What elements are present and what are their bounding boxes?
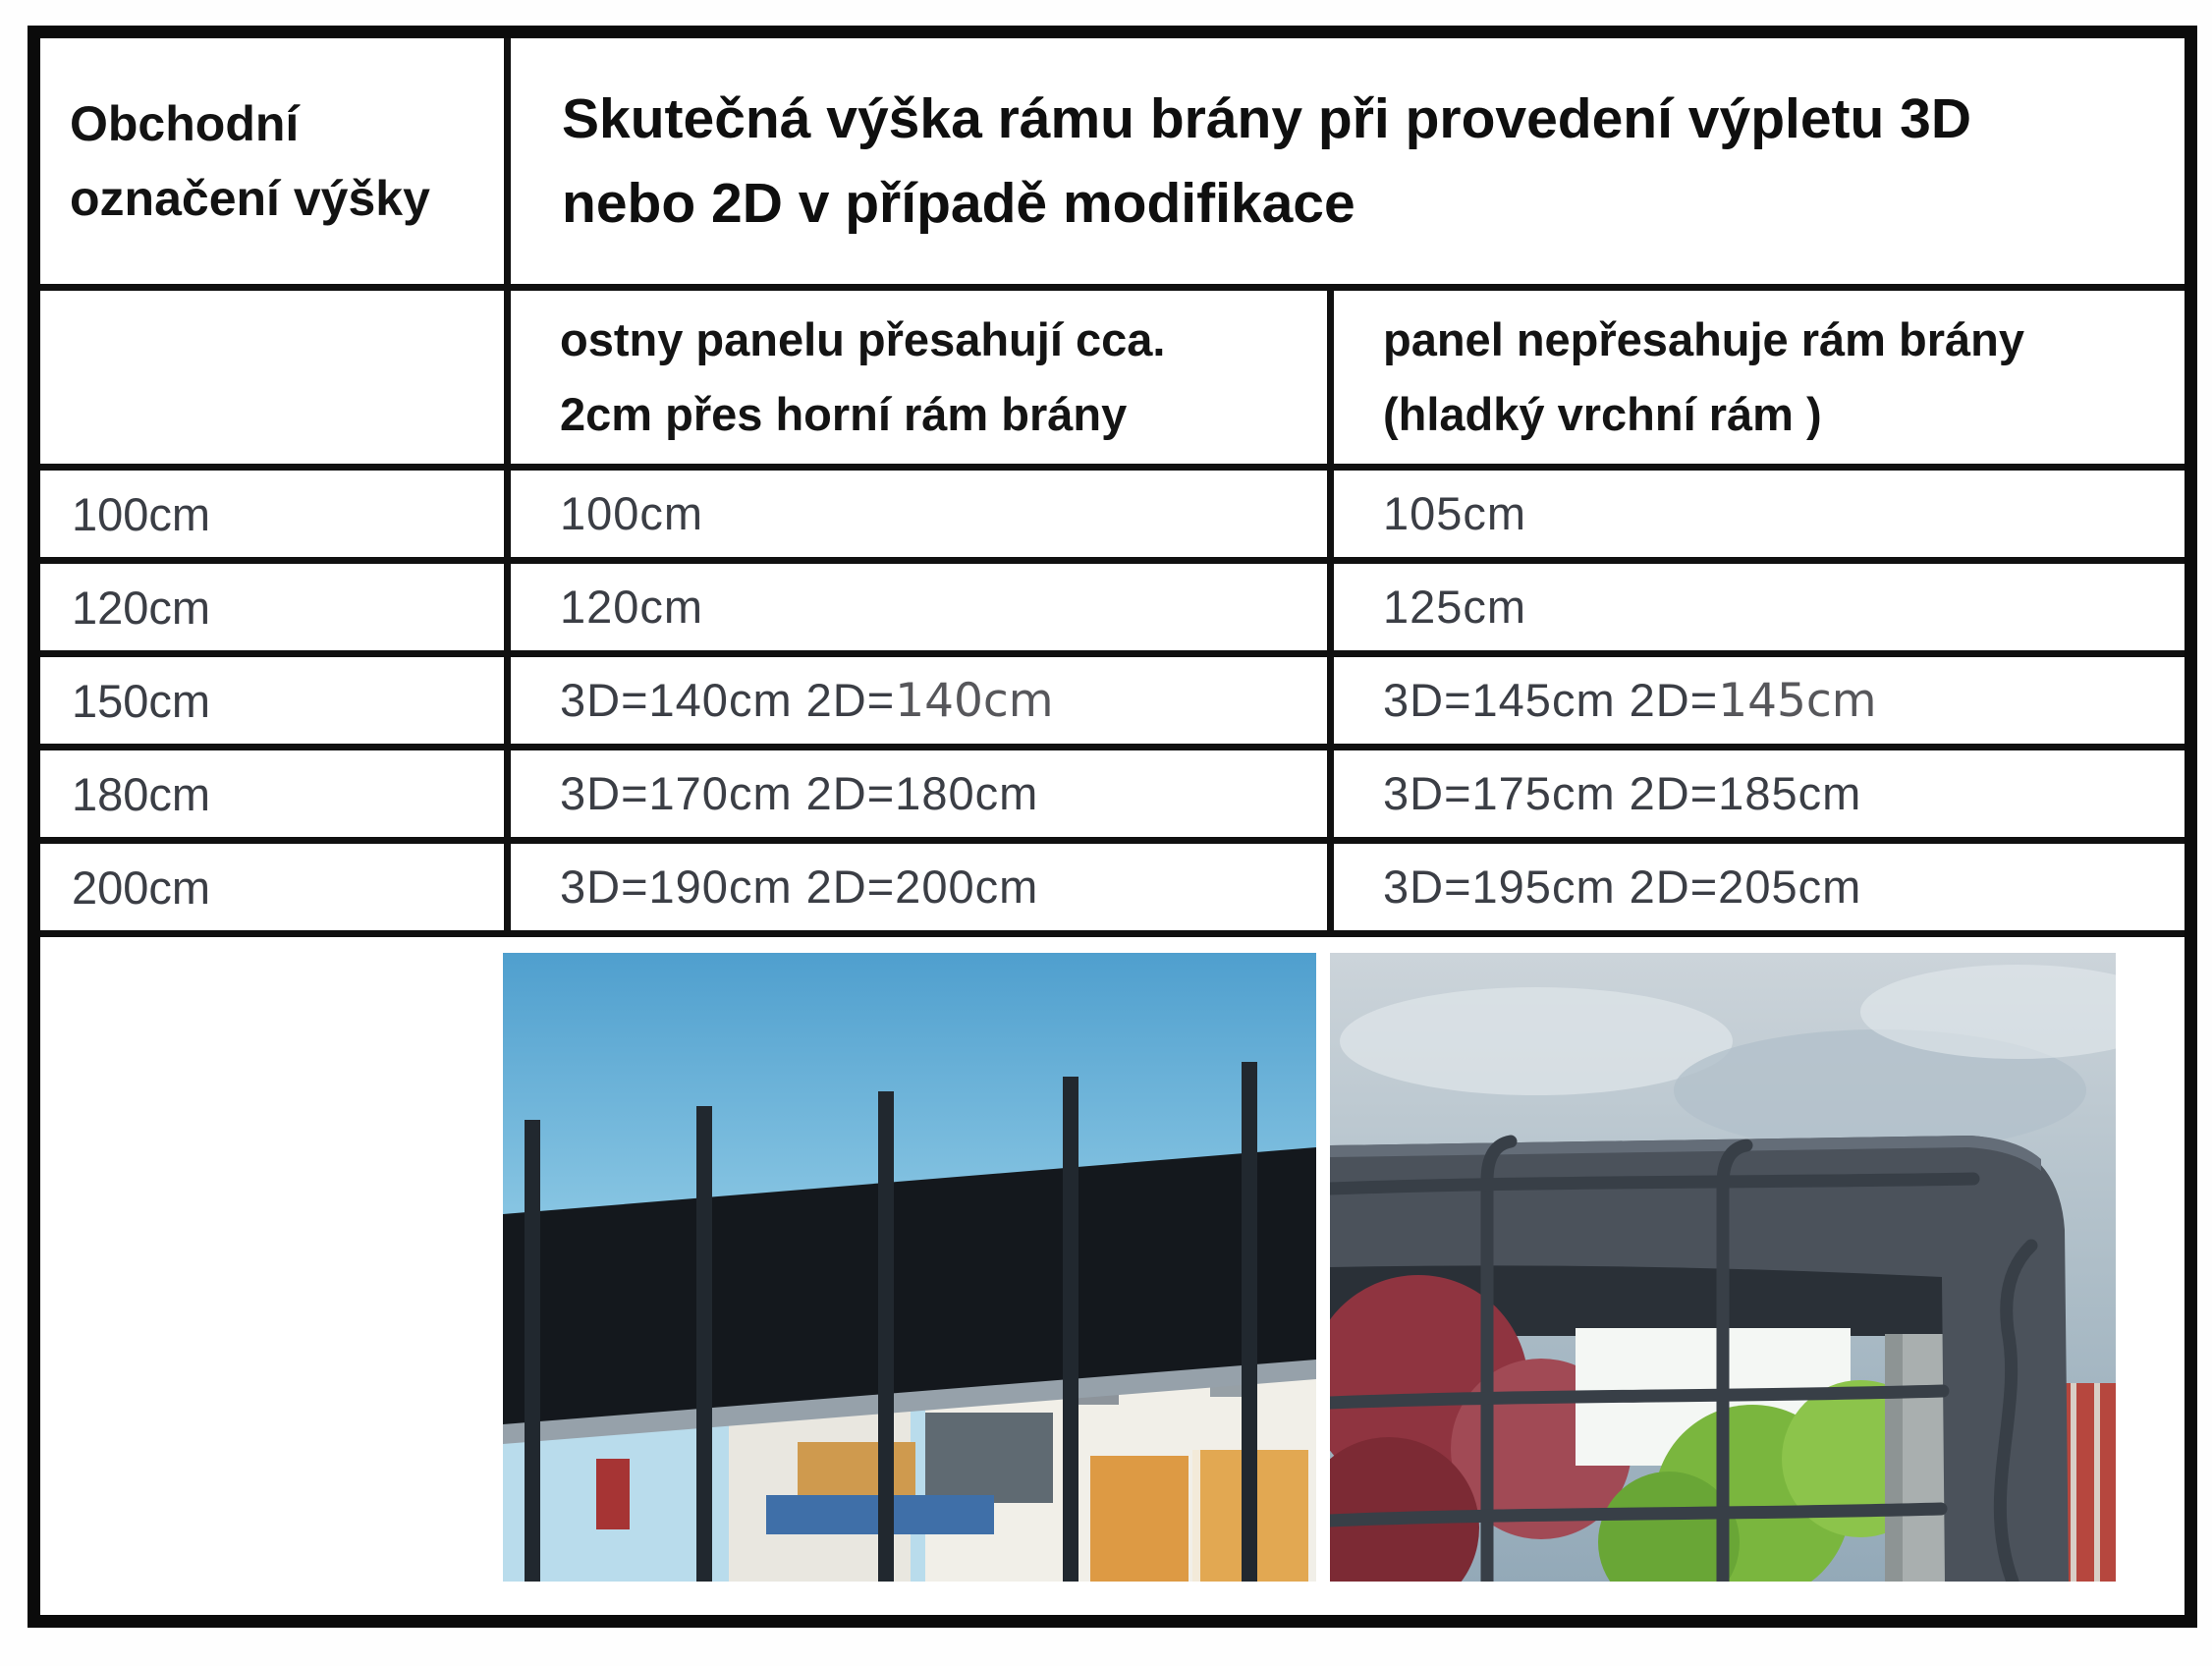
subheader-line: ostny panelu přesahují cca. — [560, 313, 1166, 365]
flush-value: 3D=175cm 2D=185cm — [1383, 767, 1862, 819]
overhang-value: 3D=170cm 2D=180cm — [560, 767, 1039, 819]
flush-value-cell — [1331, 654, 2191, 748]
flush-value-cell — [1331, 841, 2191, 934]
height-label-cell — [34, 468, 508, 561]
header-line: označení výšky — [70, 171, 430, 226]
overhang-value-cell — [508, 468, 1331, 561]
overhang-value-edited: 140cm — [895, 674, 1054, 728]
overhang-value-cell — [508, 654, 1331, 748]
column-header-overhang — [508, 288, 1331, 468]
subheader-line: panel nepřesahuje rám brány — [1383, 313, 2025, 365]
table-row — [34, 748, 2191, 841]
flush-value-edited: 145cm — [1718, 674, 1877, 728]
flush-value: 3D=145cm 2D= — [1383, 674, 1719, 726]
overhang-value-cell — [508, 841, 1331, 934]
overhang-value: 3D=190cm 2D=200cm — [560, 861, 1039, 913]
subheader-line: (hladký vrchní rám ) — [1383, 388, 1822, 440]
table-row — [34, 654, 2191, 748]
overhang-value-cell — [508, 748, 1331, 841]
header-row-sub — [34, 288, 2191, 468]
title-line: nebo 2D v případě modifikace — [562, 172, 1355, 235]
table-title — [508, 32, 2191, 288]
photo-gate-smooth-frame — [1330, 953, 2116, 1582]
flush-value-cell — [1331, 748, 2191, 841]
overhang-value: 100cm — [560, 487, 704, 539]
flush-value: 3D=195cm 2D=205cm — [1383, 861, 1862, 913]
height-value: 100cm — [72, 487, 211, 540]
flush-value-cell — [1331, 561, 2191, 654]
overhang-value: 3D=140cm 2D= — [560, 674, 896, 726]
photo-gate-with-spikes — [503, 953, 1316, 1582]
flush-value: 125cm — [1383, 581, 1527, 633]
height-value: 200cm — [72, 861, 211, 914]
gate-height-table — [28, 26, 2197, 1628]
height-label-cell — [34, 561, 508, 654]
height-value: 150cm — [72, 674, 211, 727]
height-value: 120cm — [72, 581, 211, 634]
flush-value-cell — [1331, 468, 2191, 561]
overhang-value-cell — [508, 561, 1331, 654]
table-row — [34, 468, 2191, 561]
title-line: Skutečná výška rámu brány při provedení výpletu 3D — [562, 87, 1972, 150]
photo-strip — [40, 937, 2184, 1615]
empty-cell — [34, 288, 508, 468]
table-row — [34, 841, 2191, 934]
height-value: 180cm — [72, 767, 211, 820]
height-label-cell — [34, 841, 508, 934]
flush-value: 105cm — [1383, 487, 1527, 539]
column-header-trade-height — [34, 32, 508, 288]
header-line: Obchodní — [70, 96, 300, 151]
overhang-value: 120cm — [560, 581, 704, 633]
table-row — [34, 561, 2191, 654]
column-header-flush — [1331, 288, 2191, 468]
height-label-cell — [34, 748, 508, 841]
subheader-line: 2cm přes horní rám brány — [560, 388, 1128, 440]
header-row-main — [34, 32, 2191, 288]
height-label-cell — [34, 654, 508, 748]
photo-row — [34, 934, 2191, 1622]
photo-cell — [34, 934, 2191, 1622]
